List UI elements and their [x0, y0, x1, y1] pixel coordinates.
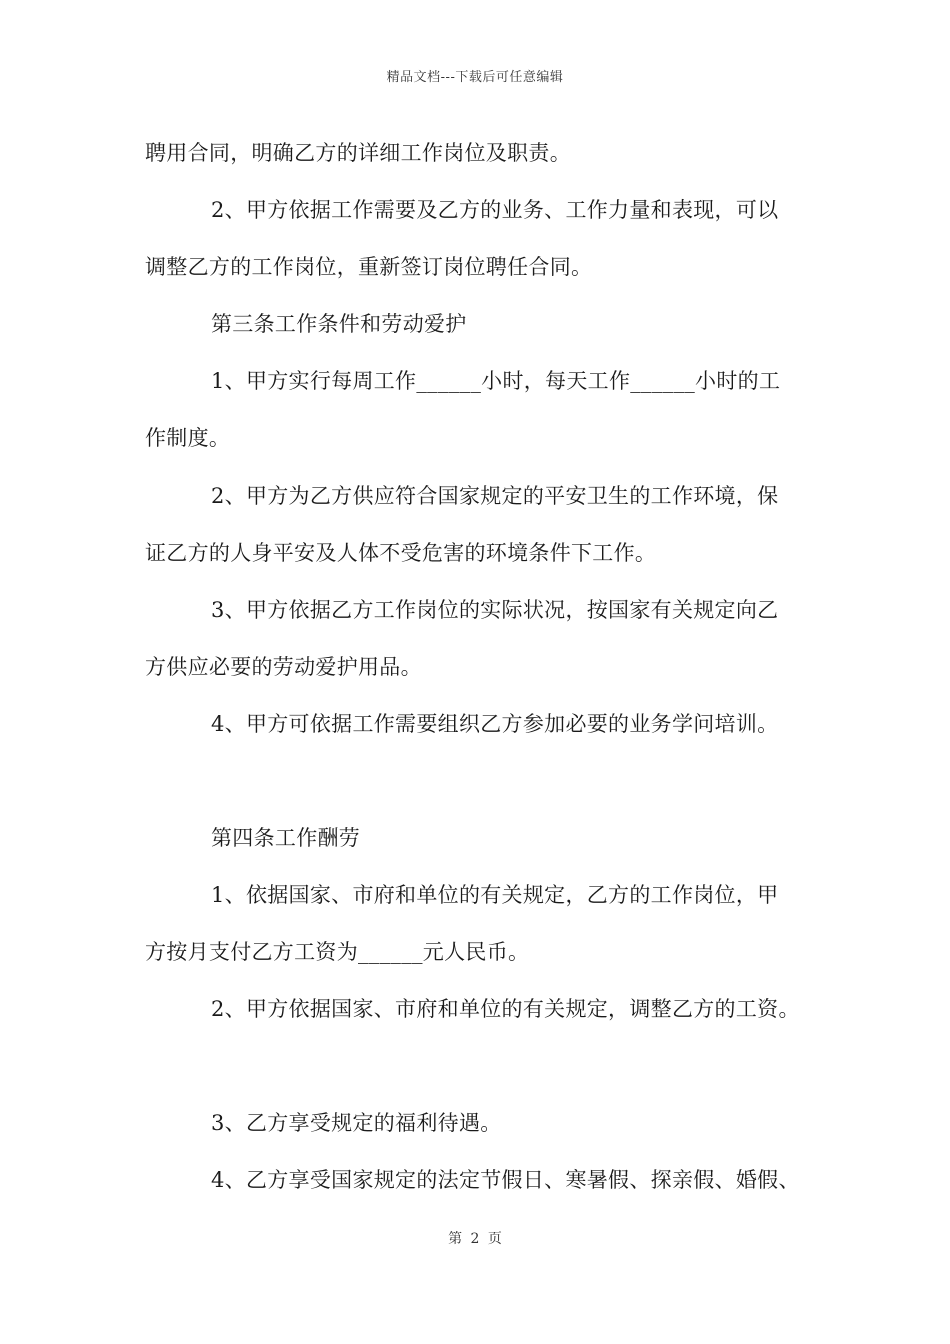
text-line: 方供应必要的劳动爱护用品。 — [145, 655, 422, 679]
text-line: 4、乙方享受国家规定的法定节假日、寒暑假、探亲假、婚假、 — [211, 1168, 800, 1192]
text-line: 调整乙方的工作岗位，重新签订岗位聘任合同。 — [145, 255, 593, 279]
text-line: 作制度。 — [145, 426, 231, 450]
text-line: 2、甲方依据国家、市府和单位的有关规定，调整乙方的工资。 — [211, 997, 800, 1021]
text-line: 1、依据国家、市府和单位的有关规定，乙方的工作岗位，甲 — [211, 883, 779, 907]
text-line: 4、甲方可依据工作需要组织乙方参加必要的业务学问培训。 — [211, 712, 779, 736]
text-line: 3、乙方享受规定的福利待遇。 — [211, 1111, 502, 1135]
text-line: 1、甲方实行每周工作______小时，每天工作______小时的工 — [211, 369, 781, 393]
page-header: 精品文档---下载后可任意编辑 — [386, 70, 564, 85]
text-line: 证乙方的人身平安及人体不受危害的环境条件下工作。 — [145, 541, 657, 565]
text-line: 2、甲方依据工作需要及乙方的业务、工作力量和表现，可以 — [211, 198, 779, 222]
text-line: 聘用合同，明确乙方的详细工作岗位及职责。 — [145, 141, 571, 165]
section-heading: 第三条工作条件和劳动爱护 — [211, 312, 467, 336]
section-heading: 第四条工作酬劳 — [211, 826, 361, 850]
text-line: 2、甲方为乙方供应符合国家规定的平安卫生的工作环境，保 — [211, 484, 779, 508]
text-line: 方按月支付乙方工资为______元人民币。 — [145, 940, 530, 964]
text-line: 3、甲方依据乙方工作岗位的实际状况，按国家有关规定向乙 — [211, 598, 779, 622]
page-number: 第 2 页 — [448, 1231, 502, 1247]
